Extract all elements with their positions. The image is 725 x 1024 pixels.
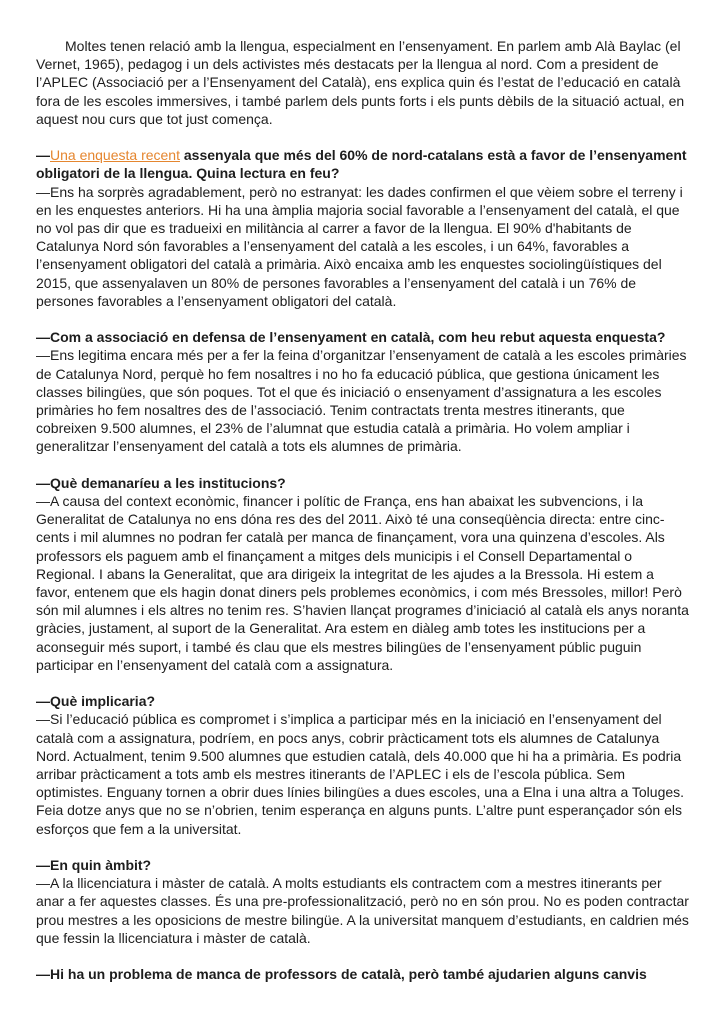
answer-1: —Ens ha sorprès agradablement, però no estranyat: les dades confirmen el que vèiem sobre el terreny i en les enquestes anteriors. Hi ha una àmplia majoria social favorable a l’ensenyament del català, el que no vol pas dir que es tradueixi en militància al carrer a favor de la llengua. El 90% d'habitants de Catalunya Nord són favorables a l’ensenyament del català a les escoles, i un 64%, favorables a l’ensenyament obligatori del català a primària. Això encaixa amb les enquestes sociolingüístiques del 2015, que assenyalaven un 80% de persones favorables a l’ensenyament del català i un 76% de persones favorables a l’ensenyament obligatori del català.: [36, 183, 683, 309]
question-5: —En quin àmbit?: [36, 857, 152, 874]
intro-paragraph: Moltes tenen relació amb la llengua, especialment en l’ensenyament. En parlem amb Alà Baylac (el Vernet, 1965), pedagog i un dels activistes més destacats per la llengua al nord. Com a president de l’APLEC (Associació per a l’Ensenyament del Català), ens explica quin és l’estat de l’educació en català fora de les escoles immersives, i també parlem dels punts forts i els punts dèbils de la situació actual, en aquest nou curs que tot just comença.: [36, 38, 685, 127]
answer-4: —Si l’educació pública es compromet i s’implica a participar més en la iniciació en l’ensenyament del català com a assignatura, podríem, en pocs anys, cobrir pràcticament tots els alumnes de Catalunya Nord. Actualment, tenim 9.500 alumnes que estudien català, dels 40.000 que hi ha a primària. Es podria arribar pràcticament a tots amb els mestres itinerants de l’APLEC i els de l’escola pública. Sem optimistes. Enguany tornen a obrir dues línies bilingües a dues escoles, una a Elna i una altra a Toluges. Feia dotze anys que no se n’obrien, tenim esperança en alguns punts. L’altre punt esperançador són els esforços que fem a la universitat.: [36, 711, 685, 837]
question-1: [36, 146, 689, 182]
question-2: —Com a associació en defensa de l’ensenyament en català, com heu rebut aquesta enquesta?: [36, 329, 666, 346]
answer-3: —A causa del context econòmic, financer i polític de França, ens han abaixat les subvencions, i la Generalitat de Catalunya no ens dóna res des del 2011. Això té una conseqüència directa: entre cinc-cents i mil alumnes no podran fer català per manca de finançament, vora una quinzena d’escoles. Als professors els paguem amb el finançament a mitges dels municipis i el Consell Departamental o Regional. I abans la Generalitat, que ara dirigeix la integritat de les ajudes a la Bressola. Hi estem a favor, entenem que els hagin donat diners pels problemes econòmics, i com més Bressoles, millor! Però són mil alumnes i els altres no tenim res. S’havien llançat programes d’iniciació al català els anys noranta gràcies, justament, al suport de la Generalitat. Ara estem en diàleg amb totes les institucions per a aconseguir més suport, i també és clau que els mestres bilingües de l’ensenyament públic puguin participar en l’ensenyament del català com a assignatura.: [36, 493, 689, 673]
enquesta-recent-link[interactable]: Una enquesta recent: [50, 147, 180, 164]
question-3: —Què demanaríeu a les institucions?: [36, 474, 286, 491]
answer-2: —Ens legitima encara més per a fer la feina d’organitzar l’ensenyament de català a les escoles primàries de Catalunya Nord, perquè ho fem nosaltres i no ho fa educació pública, que gestiona únicament les classes bilingües, que són poques. Tot el que és iniciació o ensenyament d’assignatura a les escoles primàries ho fem nosaltres des de l’associació. Tenim contractats trenta mestres itinerants, que cobreixen 9.500 alumnes, el 23% de l’alumnat que estudia català a primària. Ho volem ampliar i generalitzar l’ensenyament del català a tots els alumnes de primària.: [36, 347, 687, 455]
question-1-dash: —: [36, 147, 50, 164]
question-4: —Què implicaria?: [36, 693, 156, 710]
question-6: —Hi ha un problema de manca de professors de català, però també ajudarien alguns canvis: [36, 966, 647, 983]
answer-5: —A la llicenciatura i màster de català. A molts estudiants els contractem com a mestres itinerants per anar a fer aquestes classes. És una pre-professionalització, però no en són prou. No es poden contractar prou mestres a les oposicions de mestre bilingüe. A la universitat manquem d’estudiants, en caldrien més que fessin la llicenciatura i màster de català.: [36, 875, 689, 946]
question-1-text: assenyala que més del 60% de nord-catalans està a favor de l’ensenyament obligatori de la llengua. Quina lectura en feu?: [36, 147, 687, 182]
